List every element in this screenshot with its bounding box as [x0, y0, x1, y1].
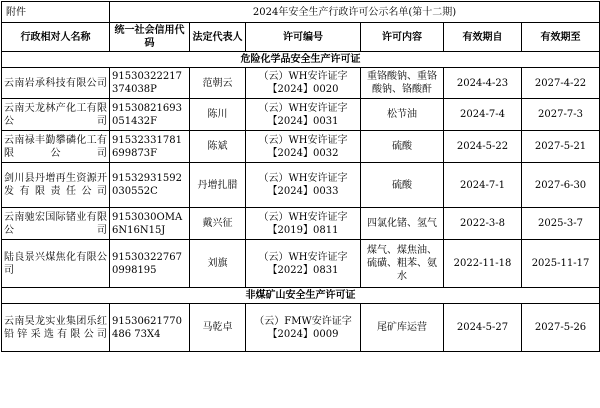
cell-permit: （云）WH安许证字【2019】0811	[246, 208, 361, 240]
section-row	[2, 52, 600, 68]
table-row	[2, 304, 600, 352]
cell-content: 重铬酸钠、重铬酸钠、铬酸酐	[361, 68, 444, 99]
cell-rep: 戴兴征	[190, 208, 246, 240]
cell-from: 2024-7-1	[444, 163, 522, 208]
cell-from: 2024-5-22	[444, 131, 522, 163]
cell-name: 云南禄丰勤攀磷化工有限公司	[2, 131, 110, 163]
col-header-content: 许可内容	[361, 23, 444, 52]
cell-rep: 刘旗	[190, 240, 246, 288]
header-row	[2, 23, 600, 52]
cell-content: 尾矿库运营	[361, 304, 444, 352]
cell-to: 2025-3-7	[522, 208, 600, 240]
table-row	[2, 68, 600, 99]
cell-permit: （云）WH安许证字【2024】0020	[246, 68, 361, 99]
cell-content: 四氯化锗、氢气	[361, 208, 444, 240]
cell-from: 2024-4-23	[444, 68, 522, 99]
title-row	[2, 2, 600, 23]
cell-to: 2027-4-22	[522, 68, 600, 99]
cell-name: 云南驰宏国际锗业有限公司	[2, 208, 110, 240]
cell-code: 9153030OMA6N16N15J	[110, 208, 190, 240]
cell-from: 2022-3-8	[444, 208, 522, 240]
cell-name: 剑川县丹增再生资源开发有限责任公司	[2, 163, 110, 208]
page-title: 2024年安全生产行政许可公示名单(第十二期)	[110, 2, 600, 23]
table-row	[2, 131, 600, 163]
table-row	[2, 163, 600, 208]
cell-content: 硫酸	[361, 131, 444, 163]
permit-table	[1, 1, 600, 352]
cell-code: 91532931592030552C	[110, 163, 190, 208]
cell-to: 2027-5-26	[522, 304, 600, 352]
cell-rep: 马乾卓	[190, 304, 246, 352]
cell-code: 91530621770486 73X4	[110, 304, 190, 352]
cell-to: 2027-5-21	[522, 131, 600, 163]
cell-permit: （云）WH安许证字【2022】0831	[246, 240, 361, 288]
col-header-code: 统一社会信用代码	[110, 23, 190, 52]
cell-name: 云南昊龙实业集团乐红铅锌采选有限公司	[2, 304, 110, 352]
col-header-to: 有效期至	[522, 23, 600, 52]
cell-to: 2025-11-17	[522, 240, 600, 288]
cell-content: 煤气、煤焦油、硫磺、粗苯、氨水	[361, 240, 444, 288]
cell-code: 915303227670998195	[110, 240, 190, 288]
cell-to: 2027-7-3	[522, 99, 600, 131]
col-header-from: 有效期自	[444, 23, 522, 52]
table-row	[2, 208, 600, 240]
cell-content: 松节油	[361, 99, 444, 131]
cell-rep: 范朝云	[190, 68, 246, 99]
cell-from: 2022-11-18	[444, 240, 522, 288]
col-header-permit: 许可编号	[246, 23, 361, 52]
col-header-name: 行政相对人名称	[2, 23, 110, 52]
col-header-rep: 法定代表人	[190, 23, 246, 52]
table-row	[2, 99, 600, 131]
cell-permit: （云）FMW安许证字【2024】0009	[246, 304, 361, 352]
attachment-label: 附件	[2, 2, 110, 23]
cell-name: 云南岩承科技有限公司	[2, 68, 110, 99]
cell-name: 云南天龙林产化工有限公司	[2, 99, 110, 131]
cell-to: 2027-6-30	[522, 163, 600, 208]
section-title: 非煤矿山安全生产许可证	[2, 288, 600, 304]
cell-rep: 陈川	[190, 99, 246, 131]
cell-permit: （云）WH安许证字【2024】0033	[246, 163, 361, 208]
cell-permit: （云）WH安许证字【2024】0032	[246, 131, 361, 163]
cell-code: 91532331781699873F	[110, 131, 190, 163]
cell-code: 91530322217374038P	[110, 68, 190, 99]
cell-rep: 丹增扎腊	[190, 163, 246, 208]
cell-name: 陆良景兴煤焦化有限公司	[2, 240, 110, 288]
cell-content: 硫酸	[361, 163, 444, 208]
table-row	[2, 240, 600, 288]
section-row	[2, 288, 600, 304]
cell-from: 2024-7-4	[444, 99, 522, 131]
section-title: 危险化学品安全生产许可证	[2, 52, 600, 68]
cell-permit: （云）WH安许证字【2024】0031	[246, 99, 361, 131]
cell-code: 91530821693051432F	[110, 99, 190, 131]
cell-from: 2024-5-27	[444, 304, 522, 352]
cell-rep: 陈斌	[190, 131, 246, 163]
